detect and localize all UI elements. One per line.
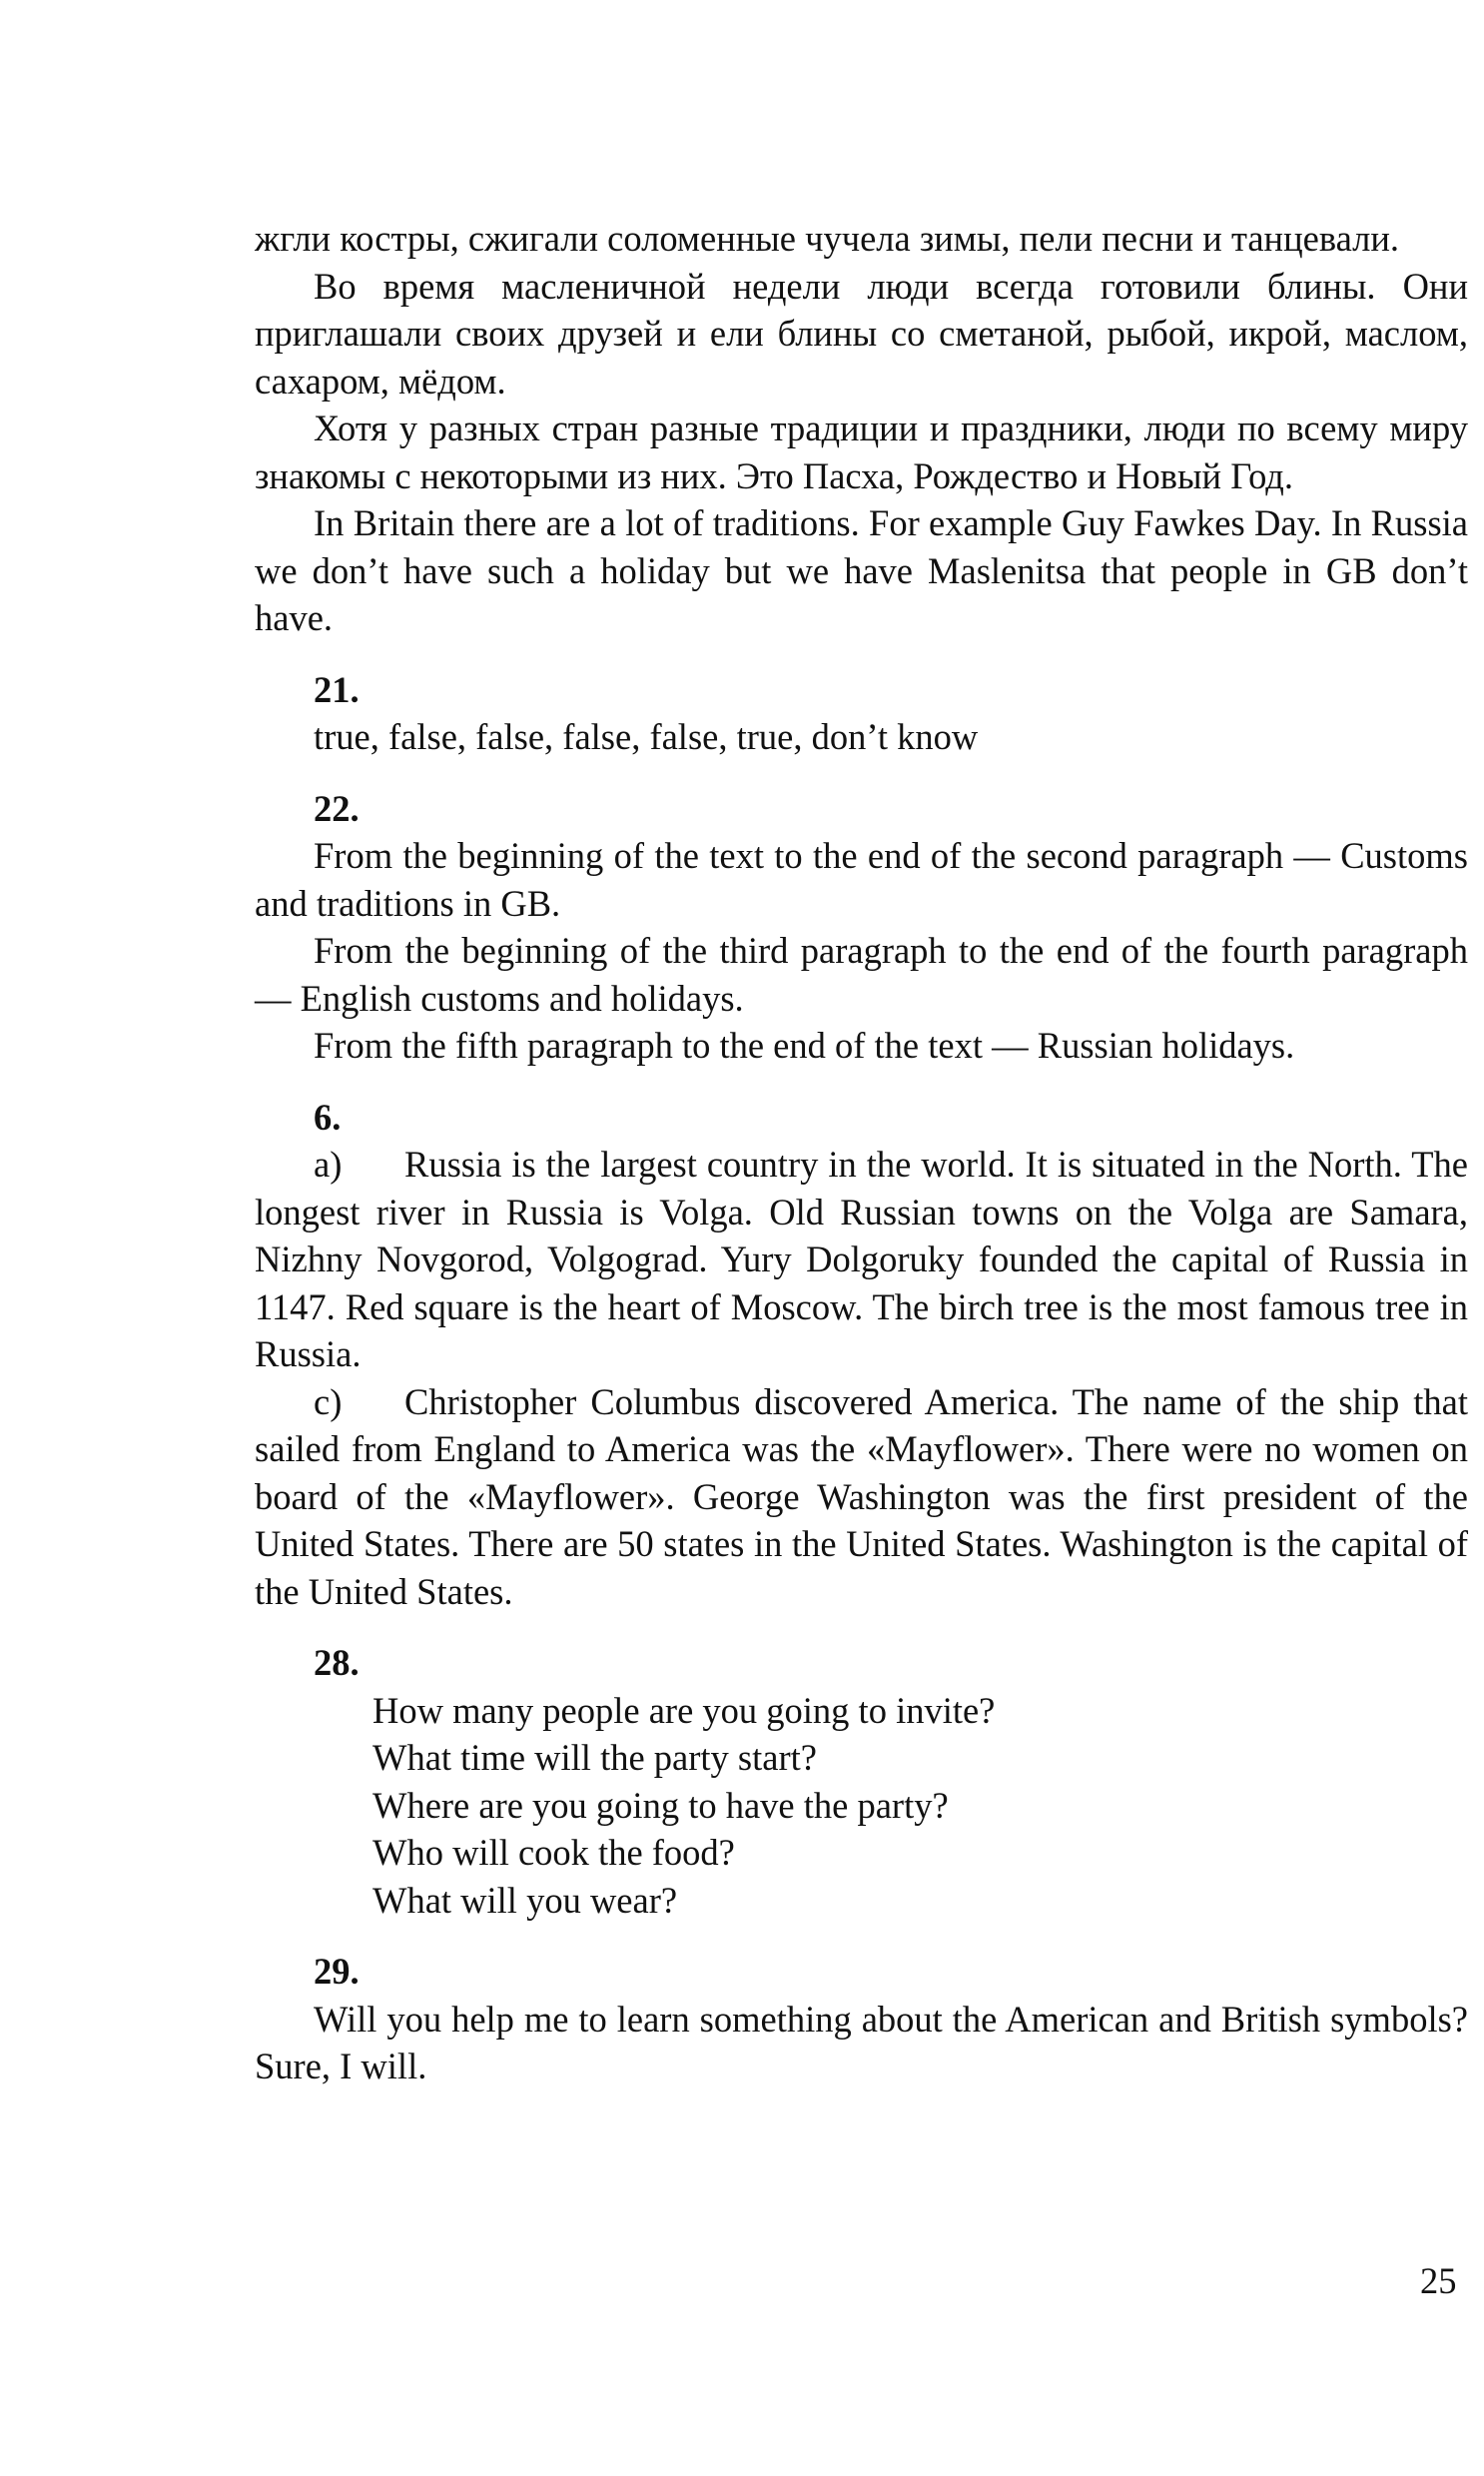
item-label: c)	[314, 1380, 343, 1422]
section-29	[255, 1948, 1468, 2090]
section-number: 28.	[314, 1642, 360, 1683]
section-paragraph: From the beginning of the third paragraph to the end of the fourth paragraph — English customs and holidays.	[255, 930, 1468, 1019]
question-line: Where are you going to have the party?	[372, 1784, 949, 1826]
question-line: Who will cook the food?	[372, 1832, 735, 1873]
section-number: 21.	[314, 668, 360, 710]
paragraph-continuation: жгли костры, сжигали соломенные чучела зимы, пели песни и танцевали.	[255, 218, 1399, 259]
page-number: 25	[1420, 2260, 1457, 2301]
page-content	[255, 215, 1468, 2090]
paragraph-traditions-worldwide: Хотя у разных стран разные традиции и праздники, люди по всему миру знакомы с некоторыми из них. Это Пасха, Рождество и Новый Год.	[255, 408, 1468, 496]
paragraph-maslenitsa-blini: Во время масленичной недели люди всегда готовили блины. Они приглашали своих друзей и ели блины со сметаной, рыбой, икрой, маслом, сахаром, мёдом.	[255, 265, 1468, 402]
section-paragraph: From the beginning of the text to the end of the second paragraph — Customs and traditions in GB.	[255, 835, 1468, 924]
section-item-a	[255, 1141, 1468, 1378]
question-line: How many people are you going to invite?	[372, 1689, 996, 1731]
section-28	[255, 1639, 1468, 1924]
section-text: true, false, false, false, false, true, don’t know	[314, 716, 979, 757]
section-number: 29.	[314, 1951, 360, 1992]
question-line: What time will the party start?	[372, 1737, 817, 1778]
item-text: Christopher Columbus discovered America. The name of the ship that sailed from England to America was the «Mayflower». There were no women on board of the «Mayflower». George Washington was the first president of the United States. There are 50 states in the United States. Washington is the capital of the United States.	[255, 1380, 1468, 1612]
section-6	[255, 1094, 1468, 1616]
section-22	[255, 785, 1468, 1070]
section-number: 6.	[314, 1096, 342, 1138]
section-paragraph: From the fifth paragraph to the end of the text — Russian holidays.	[314, 1025, 1295, 1066]
item-label: a)	[314, 1144, 343, 1185]
section-21	[255, 666, 1468, 761]
section-number: 22.	[314, 787, 360, 829]
item-text: Russia is the largest country in the world. It is situated in the North. The longest river in Russia is Volga. Old Russian towns on the Volga are Samara, Nizhny Novgorod, Volgograd. Yury Dolgoruky founded the capital of Russia in 1147. Red square is the heart of Moscow. The birch tree is the most famous tree in Russia.	[255, 1144, 1468, 1374]
paragraph-britain-traditions: In Britain there are a lot of traditions. For example Guy Fawkes Day. In Russia we don’t have such a holiday but we have Maslenitsa that people in GB don’t have.	[255, 502, 1468, 638]
section-text: Will you help me to learn something about the American and British symbols? Sure, I will.	[255, 1998, 1468, 2086]
section-item-c	[255, 1378, 1468, 1616]
question-line: What will you wear?	[372, 1879, 678, 1921]
